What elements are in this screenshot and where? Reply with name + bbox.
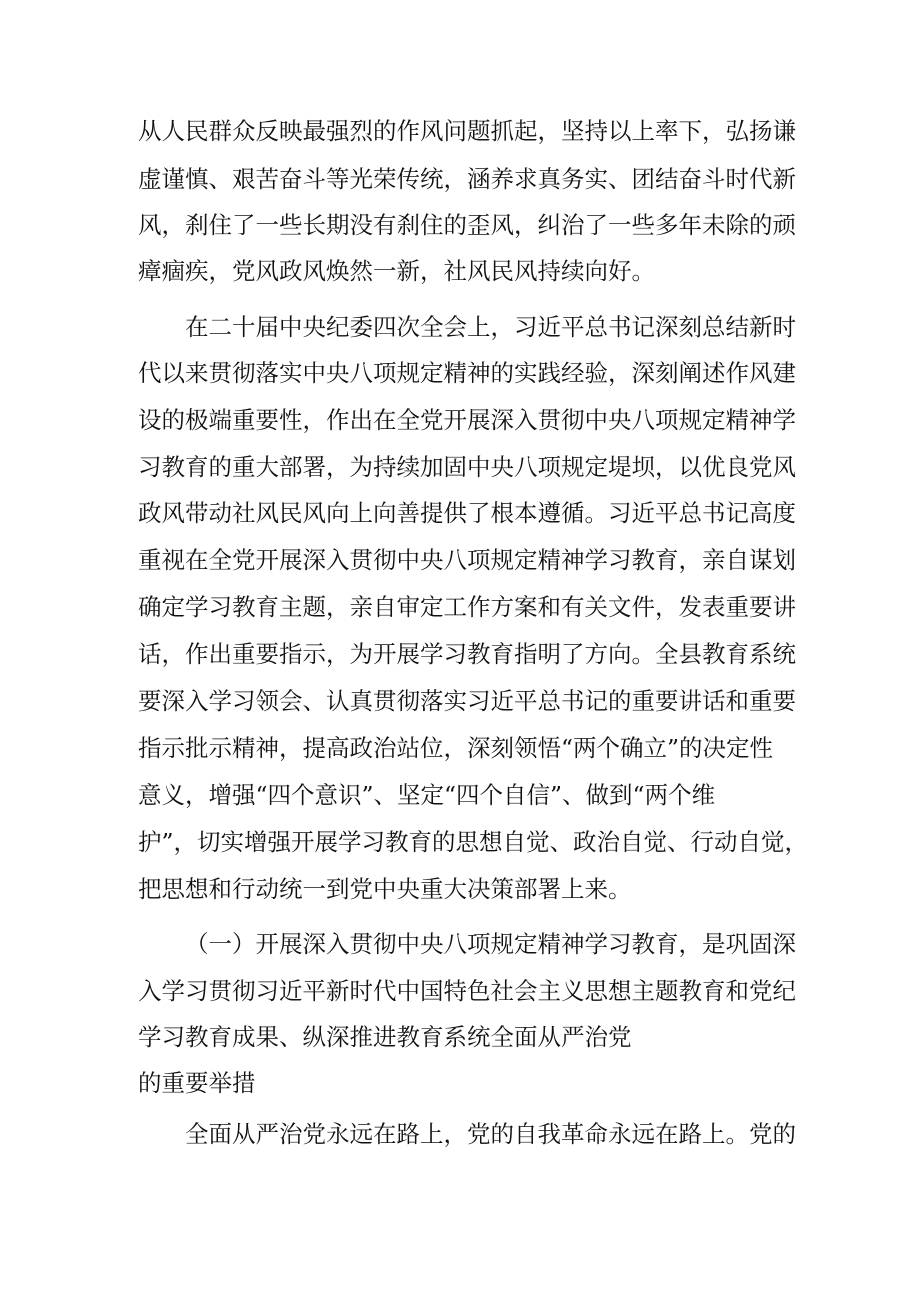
- section-heading-line: 的重要举措: [138, 1069, 256, 1097]
- body-text-line: 代以来贯彻落实中央八项规定精神的实践经验，深刻阐述作风建: [138, 359, 796, 387]
- body-text-line: 虚谨慎、艰苦奋斗等光荣传统，涵养求真务实、团结奋斗时代新: [138, 165, 796, 193]
- body-text-line: 政风带动社风民风向上向善提供了根本遵循。习近平总书记高度: [138, 499, 796, 527]
- paragraph-first-line: 在二十届中央纪委四次全会上，习近平总书记深刻总结新时: [185, 313, 796, 341]
- body-text-line: 指示批示精神，提高政治站位，深刻领悟“两个确立”的决定性: [138, 734, 774, 762]
- body-text-line: 风，刹住了一些长期没有刹住的歪风，纠治了一些多年未除的顽: [138, 211, 796, 239]
- body-text-line: 护”，切实增强开展学习教育的思想自觉、政治自觉、行动自觉，: [138, 828, 809, 856]
- body-text-line: 习教育的重大部署，为持续加固中央八项规定堤坝，以优良党风: [138, 453, 796, 481]
- section-heading-line: 学习教育成果、纵深推进教育系统全面从严治党: [138, 1023, 632, 1051]
- body-text-line: 意义，增强“四个意识”、坚定“四个自信”、做到“两个维: [138, 781, 716, 809]
- paragraph-first-line: 全面从严治党永远在路上，党的自我革命永远在路上。党的: [185, 1120, 796, 1148]
- section-heading-line: 入学习贯彻习近平新时代中国特色社会主义思想主题教育和党纪: [138, 977, 796, 1005]
- body-text-line: 从人民群众反映最强烈的作风问题抓起，坚持以上率下，弘扬谦: [138, 117, 796, 145]
- body-text-line: 确定学习教育主题，亲自审定工作方案和有关文件，发表重要讲: [138, 593, 796, 621]
- body-text-line: 设的极端重要性，作出在全党开展深入贯彻中央八项规定精神学: [138, 406, 796, 434]
- body-text-line: 话，作出重要指示，为开展学习教育指明了方向。全县教育系统: [138, 640, 796, 668]
- body-text-line: 瘴痼疾，党风政风焕然一新，社风民风持续向好。: [138, 257, 655, 285]
- body-text-line: 重视在全党开展深入贯彻中央八项规定精神学习教育，亲自谋划: [138, 546, 796, 574]
- section-heading-line: （一）开展深入贯彻中央八项规定精神学习教育，是巩固深: [185, 930, 796, 958]
- body-text-line: 要深入学习领会、认真贯彻落实习近平总书记的重要讲话和重要: [138, 687, 796, 715]
- body-text-line: 把思想和行动统一到党中央重大决策部署上来。: [138, 875, 632, 903]
